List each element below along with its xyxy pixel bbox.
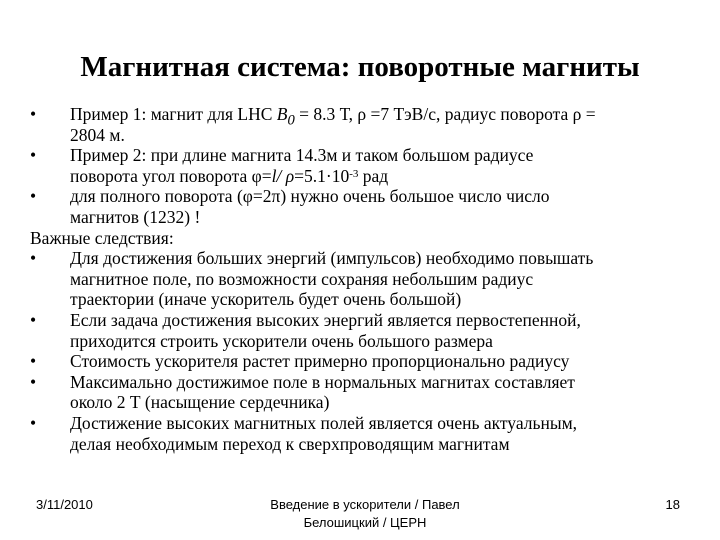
footer-date: 3/11/2010 — [36, 497, 93, 512]
symbol-subscript: 0 — [287, 112, 295, 129]
bullet-marker: • — [30, 186, 37, 207]
bullet-text: делая необходимым переход к сверхпроводящим магнитам — [70, 433, 510, 454]
bullet-marker: • — [30, 248, 37, 269]
bullet-item-1-cont — [30, 125, 700, 146]
bullet-text: около 2 Т (насыщение сердечника) — [70, 392, 330, 413]
bullet-item-8 — [30, 413, 700, 434]
bullet-text: = 8.3 Т, ρ =7 ТэВ/c, радиус поворота ρ = — [294, 104, 596, 124]
bullet-item-8-cont — [30, 434, 700, 455]
slide-title: Магнитная система: поворотные магниты — [80, 51, 640, 83]
bullet-item-2 — [30, 145, 700, 166]
bullet-item-3-cont — [30, 207, 700, 228]
bullet-text: =5.1·10 — [294, 165, 350, 186]
slide-content — [30, 104, 700, 454]
bullet-marker: • — [30, 371, 37, 392]
page-number: 18 — [665, 497, 680, 512]
bullet-text: рад — [358, 165, 389, 186]
bullet-marker: • — [30, 104, 37, 124]
footer-title-line: Введение в ускорители / Павел — [270, 497, 460, 512]
bullet-text: Стоимость ускорителя растет примерно пропорционально радиусу — [70, 351, 570, 372]
footer-title — [220, 496, 510, 532]
bullet-text: приходится строить ускорители очень большого размера — [70, 330, 493, 351]
footer-title-line: Белошицкий / ЦЕРН — [303, 515, 427, 530]
bullet-text: Пример 2: при длине магнита 14.3м и таком большом радиусе — [70, 145, 534, 166]
bullet-item-1 — [30, 104, 700, 129]
bullet-item-5-cont — [30, 331, 700, 352]
bullet-item-4-cont — [30, 289, 700, 310]
bullet-marker: • — [30, 412, 37, 433]
bullet-text: Максимально достижимое поле в нормальных магнитах составляет — [70, 371, 575, 392]
bullet-marker: • — [30, 145, 37, 166]
symbol-b: B — [276, 104, 288, 124]
subheading: Важные следствия: — [30, 227, 174, 248]
bullet-text: Если задача достижения высоких энергий является первостепенной, — [70, 309, 581, 330]
bullet-item-4 — [30, 248, 700, 269]
bullet-item-3 — [30, 186, 700, 207]
exponent: -3 — [349, 167, 359, 180]
bullet-text: Пример 1: магнит для LHC — [70, 104, 277, 124]
bullet-text: магнитное поле, по возможности сохраняя небольшим радиус — [70, 268, 534, 289]
bullet-text: для полного поворота (φ=2π) нужно очень большое число число — [70, 186, 550, 207]
bullet-item-4-cont — [30, 269, 700, 290]
bullet-item-7 — [30, 372, 700, 393]
bullet-item-5 — [30, 310, 700, 331]
bullet-marker: • — [30, 309, 37, 330]
bullet-item-6 — [30, 351, 700, 372]
bullet-text: Достижение высоких магнитных полей является очень актуальным, — [70, 412, 578, 433]
formula-ratio: l/ ρ — [271, 165, 295, 186]
bullet-item-7-cont — [30, 392, 700, 413]
bullet-text: магнитов (1232) ! — [70, 206, 201, 227]
bullet-text: Для достижения больших энергий (импульсов) необходимо повышать — [70, 248, 594, 269]
bullet-text: поворота угол поворота φ= — [70, 165, 272, 186]
bullet-marker: • — [30, 351, 37, 372]
bullet-item-2-cont — [30, 166, 700, 187]
bullet-text: 2804 м. — [70, 124, 125, 145]
bullet-text: траектории (иначе ускоритель будет очень большой) — [70, 289, 462, 310]
